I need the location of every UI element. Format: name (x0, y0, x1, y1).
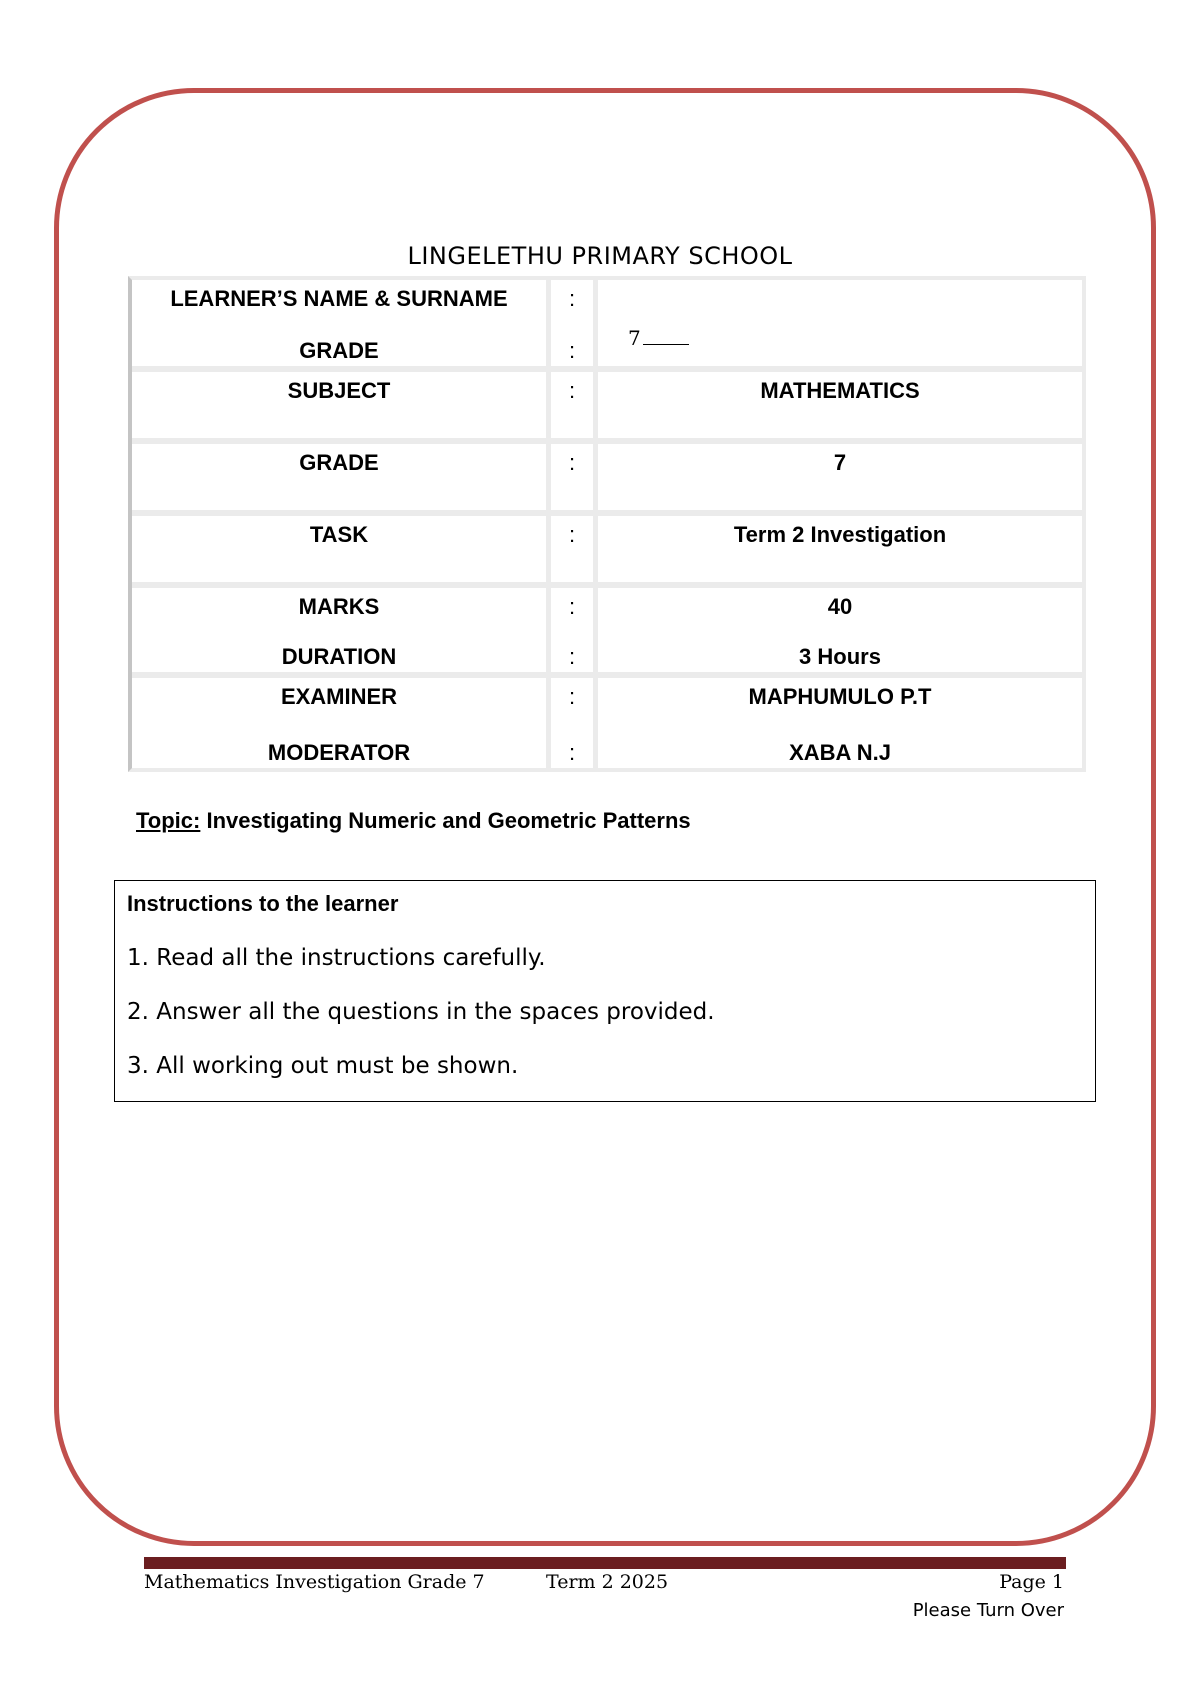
duration-label: DURATION (281, 644, 397, 669)
task-label: TASK (309, 522, 369, 547)
grade-label-top: GRADE (299, 338, 379, 363)
learner-name-field[interactable] (598, 280, 1082, 372)
table-row-learner (132, 280, 1082, 372)
moderator-value: XABA N.J (789, 740, 891, 765)
footer-term: Term 2 2025 (546, 1571, 669, 1593)
grade-blank-field[interactable]: 7 (628, 326, 689, 350)
colon: : (568, 450, 576, 475)
examiner-value: MAPHUMULO P.T (748, 684, 932, 709)
school-name: LINGELETHU PRIMARY SCHOOL (407, 242, 793, 270)
table-row-examiner (132, 678, 1082, 768)
grade-label: GRADE (299, 450, 379, 475)
marks-label: MARKS (298, 594, 380, 619)
instruction-item: 1. Read all the instructions carefully. (127, 945, 546, 971)
colon: : (568, 644, 576, 669)
cover-info-table (128, 276, 1086, 772)
subject-label: SUBJECT (287, 378, 391, 403)
instructions-box (114, 880, 1096, 1102)
colon: : (568, 522, 576, 547)
colon: : (568, 594, 576, 619)
colon: : (568, 684, 576, 709)
colon: : (568, 338, 576, 363)
colon: : (568, 378, 576, 403)
instructions-title: Instructions to the learner (127, 891, 399, 916)
duration-value: 3 Hours (799, 644, 881, 669)
instruction-item: 2. Answer all the questions in the spaces provided. (127, 999, 715, 1025)
grade-value: 7 (833, 450, 847, 475)
footer-document-title: Mathematics Investigation Grade 7 (144, 1571, 485, 1593)
table-row-grade (132, 444, 1082, 516)
footer-turn-over: Please Turn Over (912, 1600, 1064, 1621)
colon: : (568, 740, 576, 765)
examiner-label: EXAMINER (280, 684, 398, 709)
topic-text: Investigating Numeric and Geometric Patterns (206, 808, 691, 833)
table-row-subject (132, 372, 1082, 444)
table-row-marks (132, 588, 1082, 678)
learner-name-label: LEARNER’S NAME & SURNAME (170, 286, 508, 311)
instruction-item: 3. All working out must be shown. (127, 1053, 519, 1079)
footer-divider-bar (144, 1557, 1066, 1569)
topic-label: Topic: (136, 808, 201, 833)
colon: : (568, 286, 576, 311)
subject-value: MATHEMATICS (760, 378, 920, 403)
cell-learner-labels (132, 280, 551, 372)
task-value: Term 2 Investigation (733, 522, 947, 547)
cell-colons (551, 280, 598, 372)
topic-line (136, 808, 691, 834)
footer-page-number: Page 1 (999, 1571, 1064, 1593)
moderator-label: MODERATOR (267, 740, 411, 765)
table-row-task (132, 516, 1082, 588)
marks-value: 40 (827, 594, 853, 619)
